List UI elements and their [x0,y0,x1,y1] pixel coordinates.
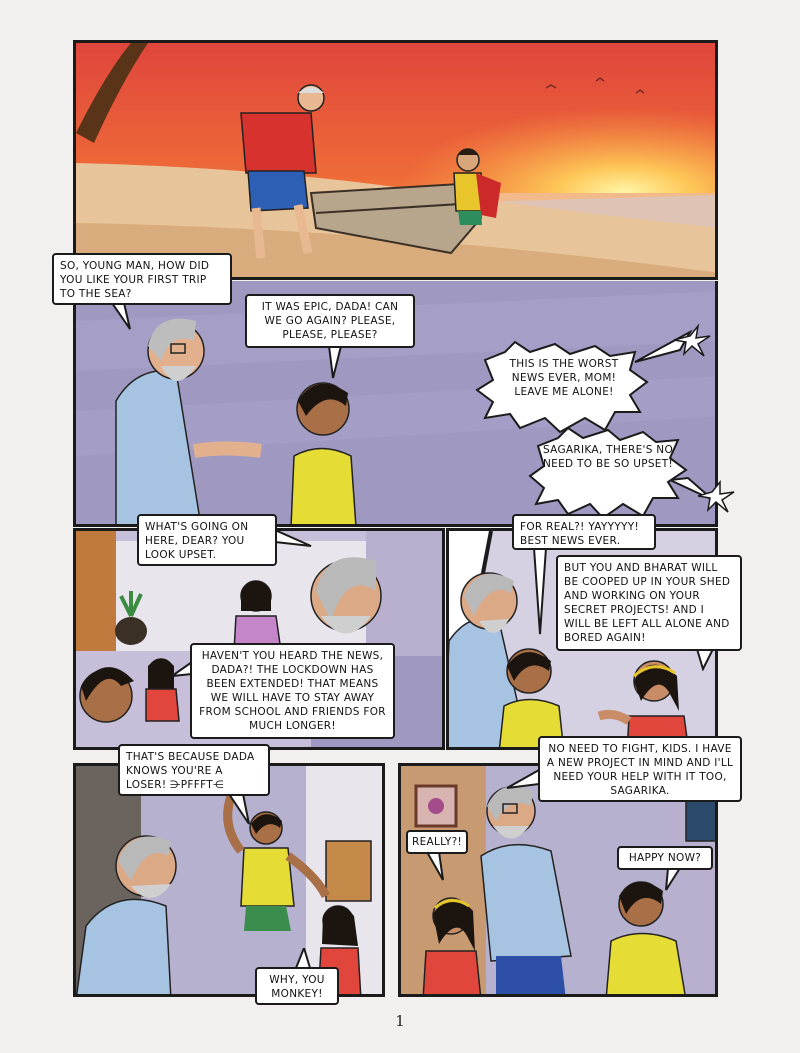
speech-bubble-sagarika-really: REALLY?! [406,830,468,854]
speech-bubble-dada-whats-going-on: WHAT'S GOING ON HERE, DEAR? YOU LOOK UPSET. [137,514,277,566]
speech-bubble-dada-new-project: NO NEED TO FIGHT, KIDS. I HAVE A NEW PROJECT IN MIND AND I'LL NEED YOUR HELP WITH IT TOO, SAGARIKA. [538,736,742,802]
bubble-tail [275,528,315,550]
speech-bubble-sagarika-monkey: WHY, YOU MONKEY! [255,967,339,1005]
speech-bubble-sagarika-cooped-up: BUT YOU AND BHARAT WILL BE COOPED UP IN YOUR SHED AND WORKING ON YOUR SECRET PROJECTS! AND I WILL BE LEFT ALL ALONE AND BORED AGAIN! [556,555,742,651]
bubble-tail [110,303,140,331]
bubble-tail [425,852,449,882]
bubble-tail [664,868,690,894]
beach-sunset-art [76,43,718,280]
speech-bubble-bharat-loser: THAT'S BECAUSE DADA KNOWS YOU'RE A LOSER! ⋺PFFFT⋲ [118,744,270,796]
burst-text-sagarika-worst: THIS IS THE WORST NEWS EVER, MOM! LEAVE ME ALONE! [509,358,619,398]
page-number: 1 [395,1012,405,1030]
bubble-tail [695,649,725,671]
bubble-tail [325,346,345,380]
speech-bubble-sagarika-lockdown: HAVEN'T YOU HEARD THE NEWS, DADA?! THE LOCKDOWN HAS BEEN EXTENDED! THAT MEANS WE WILL HAVE TO STAY AWAY FROM SCHOOL AND FRIENDS FOR MUCH LONGER! [190,643,395,739]
bubble-tail [225,794,255,828]
panel-beach-sunset [73,40,718,280]
bubble-tail [170,660,192,680]
burst-text-mom-upset: SAGARIKA, THERE'S NO NEED TO BE SO UPSET! [543,444,674,470]
burst-bubble-shape [528,428,688,518]
speech-bubble-bharat-for-real: FOR REAL?! YAYYYYY! BEST NEWS EVER. [512,514,656,550]
bubble-tail [530,548,550,638]
speech-bubble-dada-trip: SO, YOUNG MAN, HOW DID YOU LIKE YOUR FIRST TRIP TO THE SEA? [52,253,232,305]
speech-bubble-bharat-happy-now: HAPPY NOW? [617,846,713,870]
speech-bubble-bharat-epic: IT WAS EPIC, DADA! CAN WE GO AGAIN? PLEASE, PLEASE, PLEASE? [245,294,415,348]
